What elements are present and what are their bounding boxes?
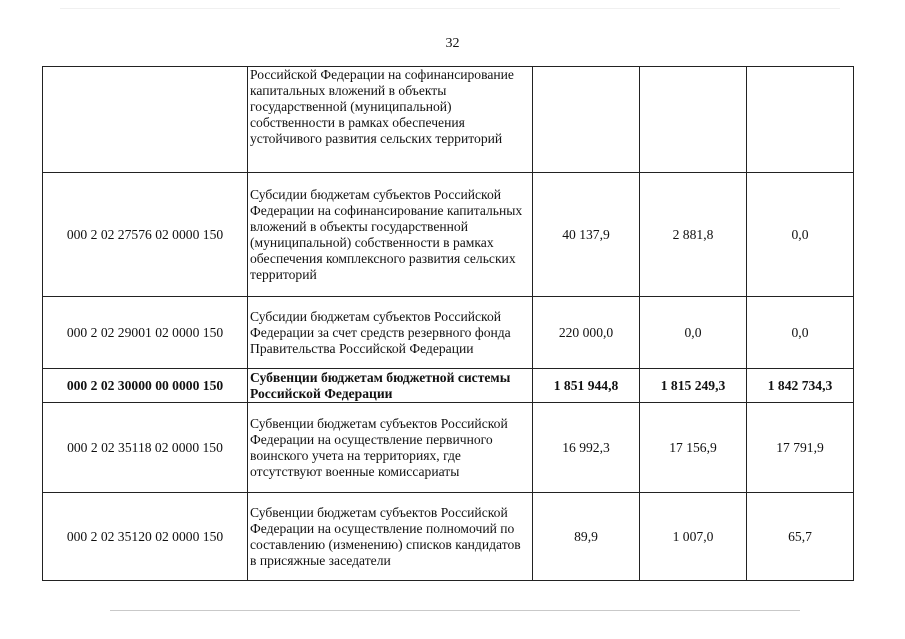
value-cell-1: 16 992,3 [533,403,640,493]
budget-code-cell: 000 2 02 30000 00 0000 150 [43,369,248,403]
value-cell-2: 17 156,9 [640,403,747,493]
table-row [43,403,854,493]
table-row [43,297,854,369]
budget-code-cell: 000 2 02 27576 02 0000 150 [43,173,248,297]
value-cell-1: 89,9 [533,493,640,581]
description-cell: Субвенции бюджетам бюджетной системы Российской Федерации [248,369,533,403]
value-cell-1: 40 137,9 [533,173,640,297]
description-cell: Субвенции бюджетам субъектов Российской Федерации на осуществление первичного воинского учета на территориях, где отсутствуют военные комиссариаты [248,403,533,493]
page-number: 32 [445,36,460,51]
description-cell: Российской Федерации на софинансирование капитальных вложений в объекты государственной (муниципальной) собственности в рамках обеспечения устойчивого развития сельских территорий [248,67,533,173]
value-cell-2: 1 815 249,3 [640,369,747,403]
value-cell-3: 0,0 [747,173,854,297]
scan-footer-line [110,610,800,611]
value-cell-3: 1 842 734,3 [747,369,854,403]
table-row-total [43,369,854,403]
scan-edge-line [60,8,840,9]
budget-code-cell: 000 2 02 35118 02 0000 150 [43,403,248,493]
value-cell-2: 1 007,0 [640,493,747,581]
value-cell-3: 17 791,9 [747,403,854,493]
budget-code-cell [43,67,248,173]
value-cell-1: 1 851 944,8 [533,369,640,403]
value-cell-3 [747,67,854,173]
table-row [43,67,854,173]
value-cell-2 [640,67,747,173]
budget-code-cell: 000 2 02 35120 02 0000 150 [43,493,248,581]
value-cell-2: 0,0 [640,297,747,369]
description-cell: Субсидии бюджетам субъектов Российской Федерации за счет средств резервного фонда Правительства Российской Федерации [248,297,533,369]
value-cell-3: 65,7 [747,493,854,581]
value-cell-1: 220 000,0 [533,297,640,369]
value-cell-2: 2 881,8 [640,173,747,297]
budget-code-cell: 000 2 02 29001 02 0000 150 [43,297,248,369]
table-row [43,493,854,581]
value-cell-1 [533,67,640,173]
description-cell: Субсидии бюджетам субъектов Российской Федерации на софинансирование капитальных вложений в объекты государственной (муниципальной) собственности в рамках обеспечения комплексного развития сельских территорий [248,173,533,297]
budget-table [42,66,854,581]
value-cell-3: 0,0 [747,297,854,369]
description-cell: Субвенции бюджетам субъектов Российской Федерации на осуществление полномочий по составлению (изменению) списков кандидатов в присяжные заседатели [248,493,533,581]
table-row [43,173,854,297]
